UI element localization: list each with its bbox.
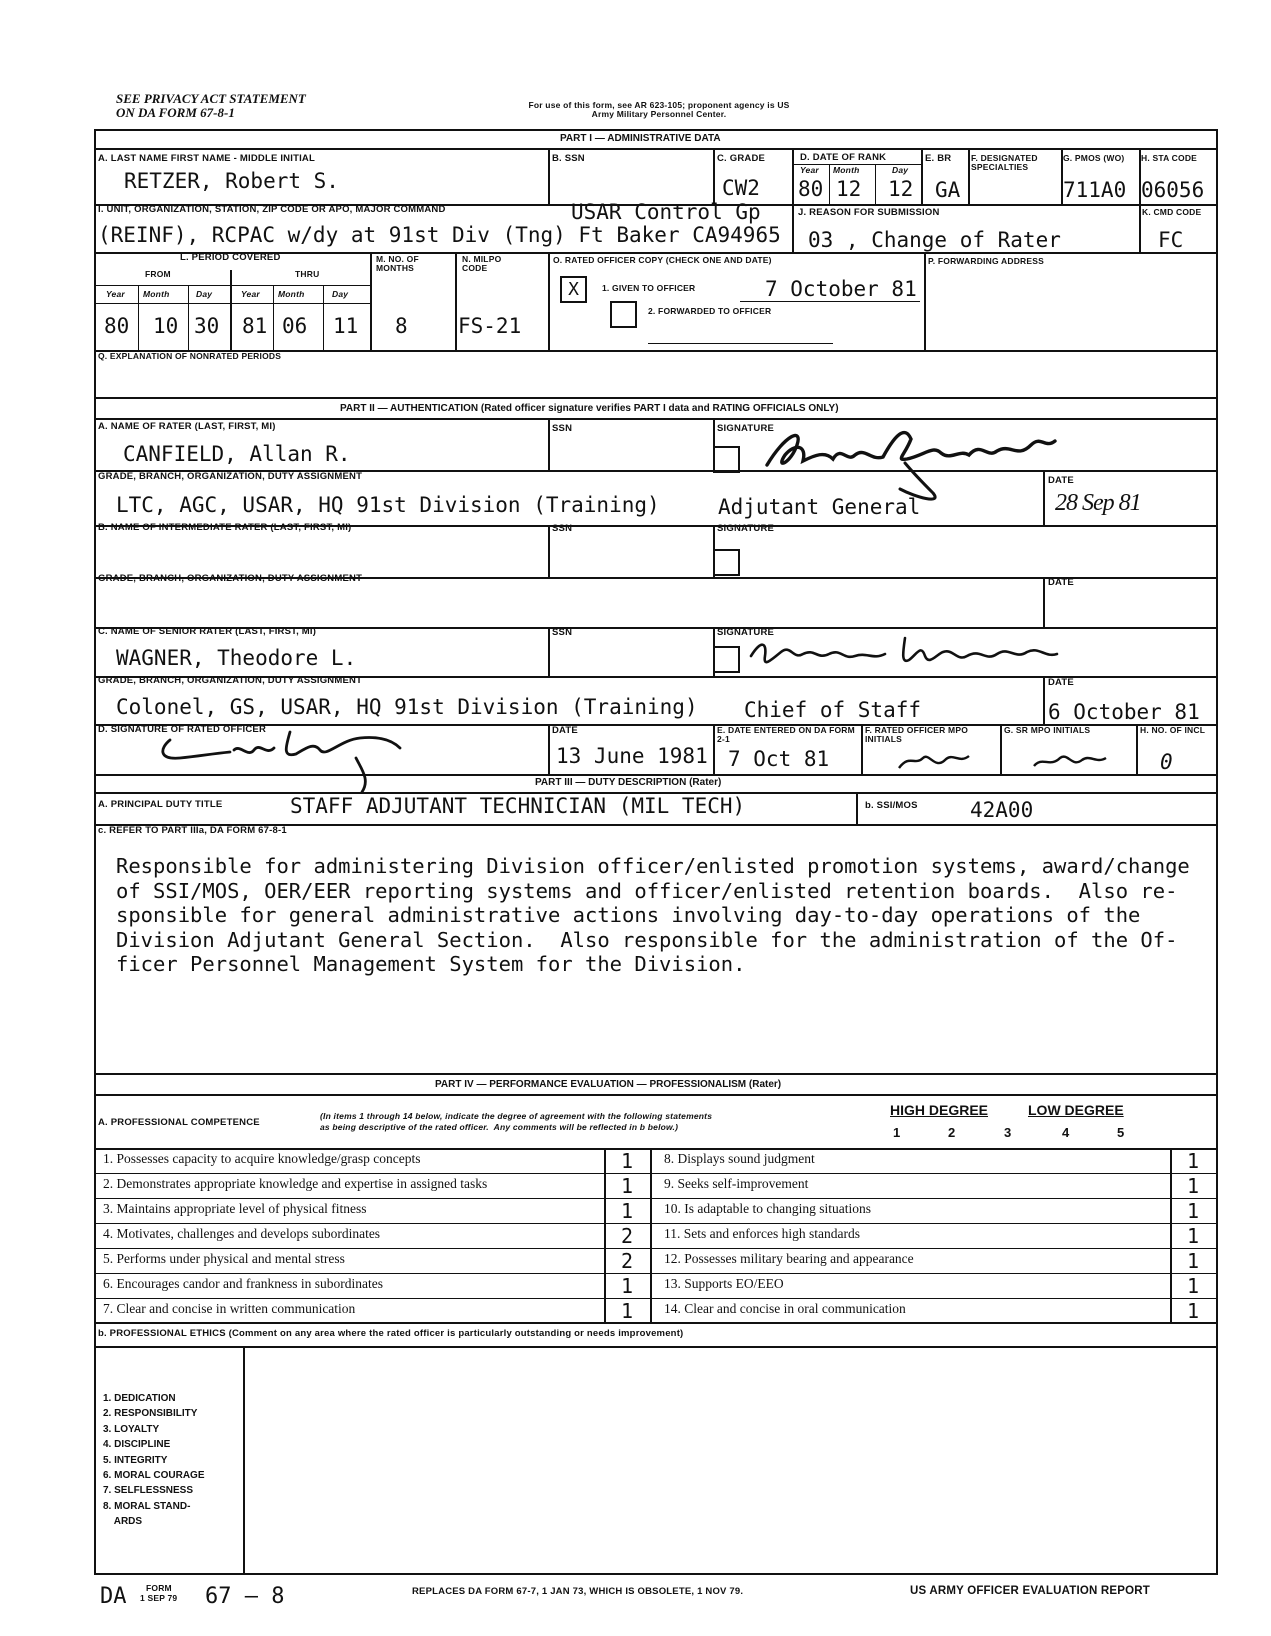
senior-ssn-label: SSN — [552, 627, 573, 638]
rater-date-label: DATE — [1048, 475, 1074, 486]
rank-month: 12 — [836, 177, 862, 201]
senior-name: WAGNER, Theodore L. — [116, 646, 357, 670]
no-incl-value: 0 — [1160, 750, 1173, 774]
thru-month: 06 — [282, 314, 308, 338]
rater-ssn-label: SSN — [552, 423, 573, 434]
principal-duty-title: STAFF ADJUTANT TECHNICIAN (MIL TECH) — [290, 794, 746, 818]
thru-label: THRU — [295, 269, 320, 279]
item-4-label: 4. Motivates, challenges and develops subordinates — [103, 1226, 381, 1241]
item-9-label: 9. Seeks self-improvement — [664, 1176, 809, 1191]
ethics-list: 1. DEDICATION 2. RESPONSIBILITY 3. LOYALTY 4. DISCIPLINE 5. INTEGRITY 6. MORAL COURAGE 7. SELFLESSNESS 8. MORAL STAND- ARDS — [103, 1393, 205, 1528]
senior-grade-label: GRADE, BRANCH, ORGANIZATION, DUTY ASSIGNMENT — [98, 675, 363, 686]
footer-replaces: REPLACES DA FORM 67-7, 1 JAN 73, WHICH IS OBSOLETE, 1 NOV 79. — [412, 1586, 744, 1597]
date-entered-label: E. DATE ENTERED ON DA FORM 2-1 — [717, 725, 855, 744]
no-months-label: M. NO. OF MONTHS — [376, 254, 419, 273]
ethics-label: b. PROFESSIONAL ETHICS (Comment on any area where the rated officer is particularly outstanding or needs improvement) — [98, 1328, 684, 1339]
rated-signature-label: D. SIGNATURE OF RATED OFFICER — [98, 724, 267, 735]
given-label: 1. GIVEN TO OFFICER — [602, 283, 696, 293]
item-1-score[interactable]: 1 — [620, 1149, 634, 1173]
item-3-label: 3. Maintains appropriate level of physical fitness — [103, 1201, 367, 1216]
designated-specialties-label: F. DESIGNATED SPECIALTIES — [971, 153, 1038, 172]
forwarded-label: 2. FORWARDED TO OFFICER — [648, 306, 772, 316]
item-10-label: 10. Is adaptable to changing situations — [664, 1201, 871, 1216]
footer-report-title: US ARMY OFFICER EVALUATION REPORT — [910, 1585, 1151, 1597]
name-label: A. LAST NAME FIRST NAME - MIDDLE INITIAL — [98, 153, 315, 164]
item-9-score[interactable]: 1 — [1186, 1174, 1200, 1198]
scale-5: 5 — [1117, 1125, 1125, 1140]
cmd-code-value: FC — [1158, 228, 1184, 252]
item-11-label: 11. Sets and enforces high standards — [664, 1226, 860, 1241]
footer-da: DA — [100, 1584, 127, 1609]
intermediate-signature-label: SIGNATURE — [717, 523, 775, 534]
sr-initials-image — [1030, 748, 1110, 774]
rater-date: 28 Sep 81 — [1055, 490, 1141, 516]
sta-code-label: H. STA CODE — [1141, 153, 1198, 163]
senior-name-label: C. NAME OF SENIOR RATER (LAST, FIRST, MI) — [98, 626, 317, 637]
competence-instructions: (In items 1 through 14 below, indicate the degree of agreement with the following statements as being descriptive of the rated officer. Any comments will be reflected in b below.) — [320, 1111, 713, 1132]
rated-initials-label: F. RATED OFFICER MPO INITIALS — [865, 725, 969, 744]
intermediate-date-label: DATE — [1048, 577, 1074, 588]
milpo-value: FS-21 — [458, 314, 522, 338]
item-7-score[interactable]: 1 — [620, 1299, 634, 1323]
scale-2: 2 — [948, 1125, 956, 1140]
ssn-label: B. SSN — [552, 153, 585, 164]
period-covered-label: L. PERIOD COVERED — [180, 252, 281, 263]
item-12-score[interactable]: 1 — [1186, 1249, 1200, 1273]
given-date: 7 October 81 — [765, 277, 917, 301]
intermediate-ssn-label: SSN — [552, 523, 573, 534]
rated-date-label: DATE — [552, 725, 578, 736]
rater-grade-label: GRADE, BRANCH, ORGANIZATION, DUTY ASSIGNMENT — [98, 471, 363, 482]
rater-name: CANFIELD, Allan R. — [123, 442, 351, 466]
low-degree-label: LOW DEGREE — [1028, 1102, 1124, 1118]
ssi-label: b. SSI/MOS — [865, 800, 918, 811]
cmd-code-label: K. CMD CODE — [1142, 207, 1202, 217]
officer-name: RETZER, Robert S. — [124, 169, 339, 193]
part4-title: PART IV — PERFORMANCE EVALUATION — PROFESSIONALISM (Rater) — [435, 1079, 782, 1090]
ssi-value: 42A00 — [970, 798, 1034, 822]
rater-name-label: A. NAME OF RATER (LAST, FIRST, MI) — [98, 421, 276, 432]
no-incl-label: H. NO. OF INCL — [1140, 725, 1206, 735]
item-14-score[interactable]: 1 — [1186, 1299, 1200, 1323]
months-value: 8 — [395, 314, 408, 338]
scale-1: 1 — [893, 1125, 901, 1140]
part3-title: PART III — DUTY DESCRIPTION (Rater) — [535, 777, 722, 788]
from-day: 30 — [194, 314, 220, 338]
high-degree-label: HIGH DEGREE — [890, 1102, 989, 1118]
thru-year: 81 — [242, 314, 268, 338]
item-6-label: 6. Encourages candor and frankness in subordinates — [103, 1276, 384, 1291]
intermediate-grade-label: GRADE, BRANCH, ORGANIZATION, DUTY ASSIGNMENT — [98, 573, 363, 584]
competence-label: A. PROFESSIONAL COMPETENCE — [98, 1117, 260, 1128]
footer-date: 1 SEP 79 — [140, 1593, 178, 1603]
senior-grade: Colonel, GS, USAR, HQ 91st Division (Training) — [116, 695, 698, 719]
principal-duty-label: A. PRINCIPAL DUTY TITLE — [98, 799, 223, 810]
privacy-statement: SEE PRIVACY ACT STATEMENT ON DA FORM 67-8-1 — [116, 91, 306, 120]
rated-signature-image — [130, 728, 460, 796]
rater-grade: LTC, AGC, USAR, HQ 91st Division (Training) — [116, 493, 660, 517]
grade-value: CW2 — [722, 176, 760, 200]
scale-3: 3 — [1004, 1125, 1012, 1140]
item-10-score[interactable]: 1 — [1186, 1199, 1200, 1223]
explanation-label: Q. EXPLANATION OF NONRATED PERIODS — [98, 351, 282, 361]
item-5-score[interactable]: 2 — [620, 1249, 634, 1273]
from-year: 80 — [104, 314, 130, 338]
item-7-label: 7. Clear and concise in written communication — [103, 1301, 356, 1316]
br-label: E. BR — [925, 153, 952, 164]
given-checkbox[interactable]: X — [560, 276, 587, 303]
senior-date: 6 October 81 — [1048, 700, 1200, 724]
milpo-label: N. MILPO CODE — [462, 254, 502, 273]
item-8-label: 8. Displays sound judgment — [664, 1151, 815, 1166]
item-5-label: 5. Performs under physical and mental stress — [103, 1251, 345, 1266]
item-11-score[interactable]: 1 — [1186, 1224, 1200, 1248]
ethics-comments-area[interactable] — [245, 1348, 1216, 1573]
part2-title: PART II — AUTHENTICATION (Rated officer signature verifies PART I data and RATING OFFICIALS ONLY) — [340, 403, 839, 414]
scale-4: 4 — [1062, 1125, 1070, 1140]
senior-date-label: DATE — [1048, 677, 1074, 688]
item-2-score[interactable]: 1 — [620, 1174, 634, 1198]
pmos-value: 711A0 — [1063, 178, 1127, 202]
item-4-score[interactable]: 2 — [620, 1224, 634, 1248]
reason-value: 03 , Change of Rater — [808, 228, 1061, 252]
refer-label: c. REFER TO PART IIIa, DA FORM 67-8-1 — [98, 825, 287, 836]
unit-label: I. UNIT, ORGANIZATION, STATION, ZIP CODE OR APO, MAJOR COMMAND — [98, 204, 446, 215]
rater-duty: Adjutant General — [718, 495, 921, 519]
senior-signature-box[interactable] — [713, 646, 740, 673]
rated-date: 13 June 1981 — [556, 744, 708, 768]
from-month: 10 — [153, 314, 179, 338]
item-3-score[interactable]: 1 — [620, 1199, 634, 1223]
date-of-rank-label: D. DATE OF RANK — [800, 152, 887, 163]
item-12-label: 12. Possesses military bearing and appearance — [664, 1251, 914, 1266]
duty-description: Responsible for administering Division officer/enlisted promotion systems, award/change of SSI/MOS, OER/EER reporting systems and officer/enlisted retention boards. Also re- sponsible for general administrative actions involving day-to-day operations of the Division Adjutant General Section. Also responsible for the administration of the Of- ficer Personnel Management System for the Division. — [116, 854, 1190, 976]
item-6-score[interactable]: 1 — [620, 1274, 634, 1298]
item-8-score[interactable]: 1 — [1186, 1149, 1200, 1173]
rated-copy-label: O. RATED OFFICER COPY (CHECK ONE AND DATE) — [553, 255, 772, 265]
item-13-label: 13. Supports EO/EEO — [664, 1276, 784, 1291]
unit-line2: (REINF), RCPAC w/dy at 91st Div (Tng) Ft Baker CA94965 — [98, 223, 781, 247]
intermediate-name-label: B. NAME OF INTERMEDIATE RATER (LAST, FIRST, MI) — [98, 522, 352, 533]
senior-signature-image — [745, 630, 1095, 678]
thru-day: 11 — [333, 314, 359, 338]
footer-form-number: 67 — 8 — [205, 1584, 285, 1609]
part1-title: PART I — ADMINISTRATIVE DATA — [560, 133, 721, 144]
sta-code-value: 06056 — [1141, 178, 1205, 202]
rank-day: 12 — [888, 177, 914, 201]
rater-signature-box[interactable] — [713, 446, 740, 473]
item-14-label: 14. Clear and concise in oral communication — [664, 1301, 906, 1316]
senior-signature-label: SIGNATURE — [717, 627, 775, 638]
reason-label: J. REASON FOR SUBMISSION — [798, 207, 940, 218]
rater-signature-label: SIGNATURE — [717, 423, 775, 434]
footer-form: FORM — [146, 1583, 172, 1593]
sr-initials-label: G. SR MPO INITIALS — [1004, 725, 1091, 735]
rank-year: 80 — [798, 177, 824, 201]
grade-label: C. GRADE — [717, 153, 766, 164]
unit-line1: USAR Control Gp — [571, 200, 761, 224]
from-label: FROM — [145, 269, 171, 279]
rated-initials-image — [895, 748, 975, 774]
forwarding-address-label: P. FORWARDING ADDRESS — [928, 256, 1044, 266]
forwarded-checkbox[interactable] — [610, 301, 637, 328]
intermediate-signature-box[interactable] — [713, 549, 740, 576]
senior-duty: Chief of Staff — [744, 698, 922, 722]
date-entered: 7 Oct 81 — [728, 747, 830, 771]
item-1-label: 1. Possesses capacity to acquire knowledge/grasp concepts — [103, 1151, 421, 1166]
pmos-label: G. PMOS (WO) — [1063, 153, 1125, 163]
br-value: GA — [935, 178, 961, 202]
form-use-note: For use of this form, see AR 623-105; proponent agency is US Army Military Personnel Center. — [528, 100, 790, 119]
item-13-score[interactable]: 1 — [1186, 1274, 1200, 1298]
item-2-label: 2. Demonstrates appropriate knowledge and expertise in assigned tasks — [103, 1176, 488, 1191]
